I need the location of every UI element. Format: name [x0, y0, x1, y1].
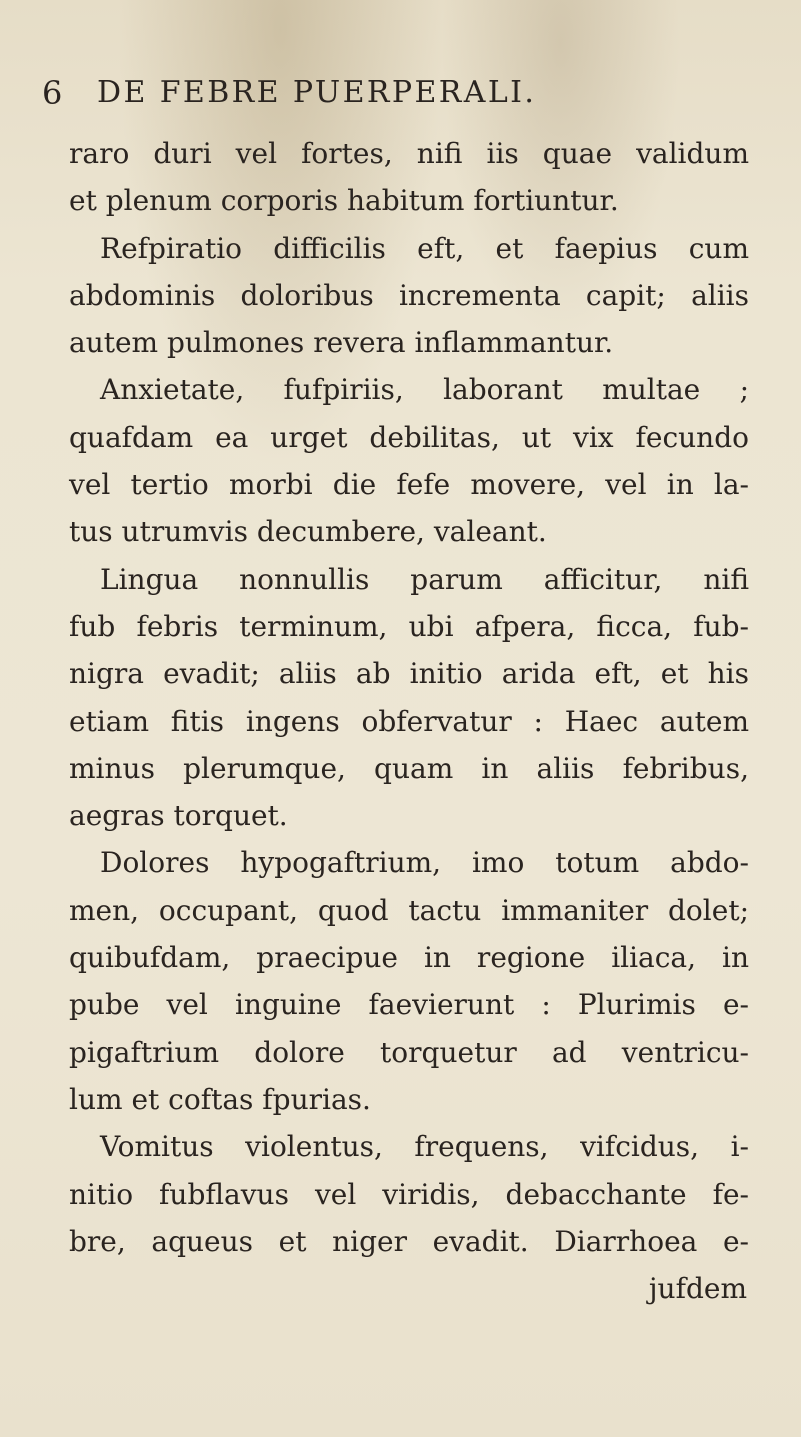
text-line: tus utrumvis decumbere, valeant.: [69, 515, 547, 549]
page-header: [42, 72, 762, 114]
text-line: nitio fubflavus vel viridis, debacchante fe-: [69, 1177, 749, 1211]
text-line: quafdam ea urget debilitas, ut vix fecundo: [69, 420, 749, 454]
text-line: minus plerumque, quam in aliis febribus,: [69, 751, 749, 785]
text-line: raro duri vel fortes, nifi iis quae validum: [69, 137, 749, 170]
text-line: abdominis doloribus incrementa capit; aliis: [69, 278, 749, 312]
text-line: bre, aqueus et niger evadit. Diarrhoea e-: [69, 1224, 749, 1258]
text-line: fub febris terminum, ubi afpera, ficca, fub-: [69, 609, 749, 643]
text-line: lum et coftas fpurias.: [69, 1082, 371, 1116]
text-line: Lingua nonnullis parum afficitur, nifi: [100, 562, 749, 596]
text-line: etiam fitis ingens obfervatur : Haec autem: [69, 704, 749, 738]
text-line: quibufdam, praecipue in regione iliaca, in: [69, 941, 749, 975]
body-text: [69, 130, 749, 1312]
text-line: Anxietate, fufpiriis, laborant multae ;: [100, 373, 749, 407]
text-line: Vomitus violentus, frequens, vifcidus, i-: [100, 1130, 749, 1164]
catchword: jufdem: [648, 1272, 747, 1306]
text-line: aegras torquet.: [69, 799, 288, 833]
text-line: vel tertio morbi die fefe movere, vel in la-: [69, 468, 749, 502]
running-head: DE FEBRE PUERPERALI.: [97, 75, 537, 110]
text-line: nigra evadit; aliis ab initio arida eft, et his: [69, 657, 749, 691]
page-number: 6: [42, 74, 63, 112]
text-line: autem pulmones revera inflammantur.: [69, 326, 614, 360]
text-line: pube vel inguine faevierunt : Plurimis e-: [69, 988, 749, 1022]
text-line: et plenum corporis habitum fortiuntur.: [69, 184, 619, 218]
text-line: Dolores hypogaftrium, imo totum abdo-: [100, 846, 749, 880]
text-line: men, occupant, quod tactu immaniter dolet;: [69, 893, 749, 927]
text-line: Refpiratio difficilis eft, et faepius cum: [100, 231, 749, 265]
text-line: pigaftrium dolore torquetur ad ventricu-: [69, 1035, 749, 1069]
